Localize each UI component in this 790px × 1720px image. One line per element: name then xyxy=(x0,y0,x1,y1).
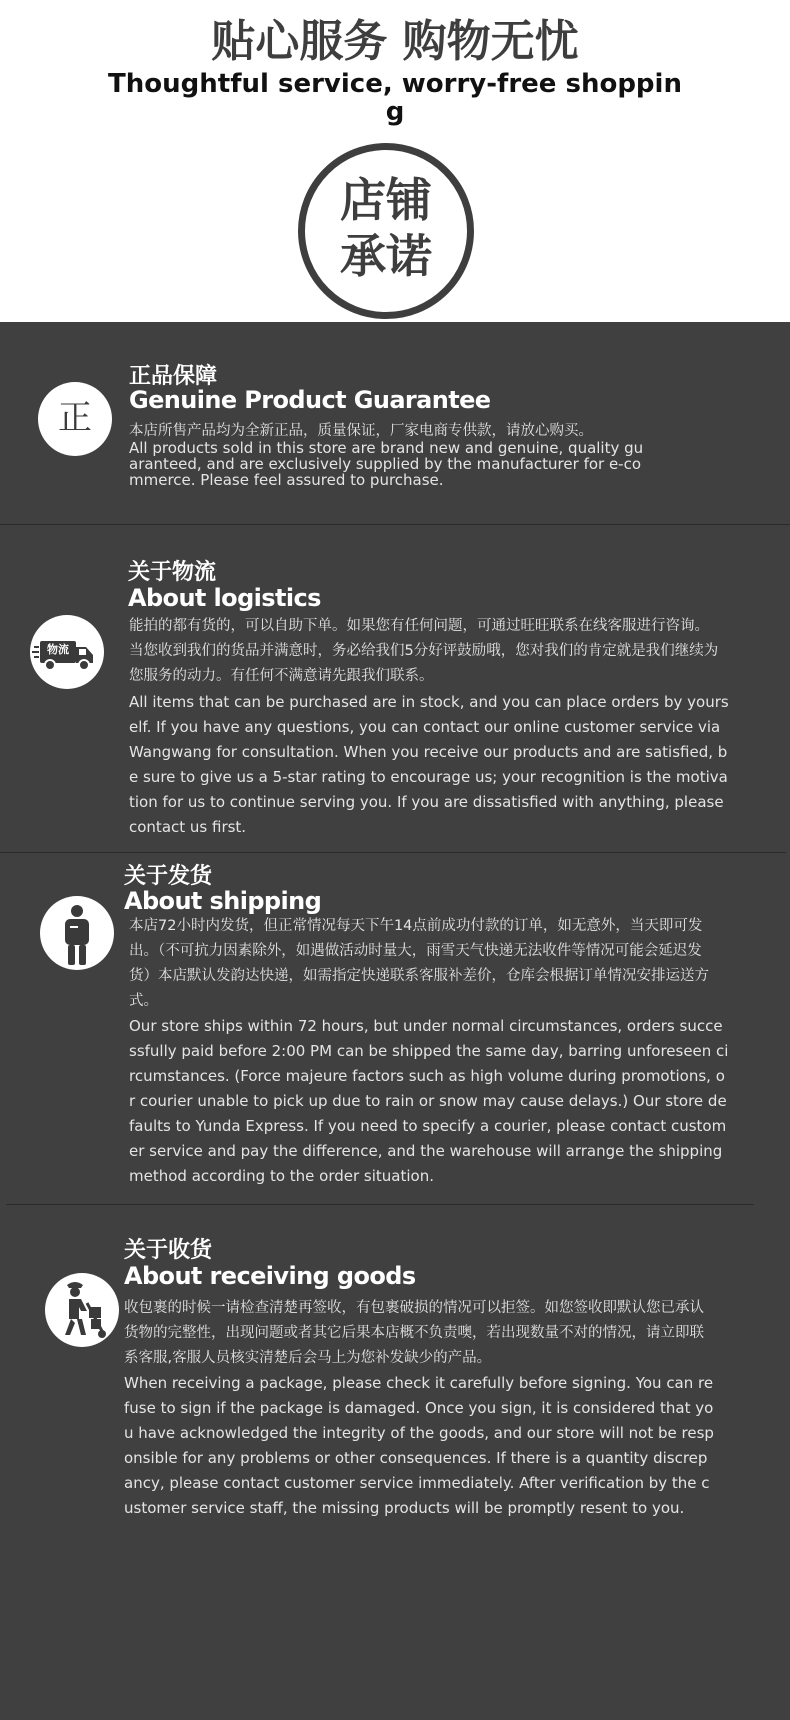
section-logistics-title-cn: 关于物流 xyxy=(128,560,217,585)
section-genuine-title-en: Genuine Product Guarantee xyxy=(129,386,491,414)
hand-truck-svg xyxy=(45,1273,119,1347)
section-receiving-body-en: When receiving a package, please check it carefully before signing. You can refuse to sign if the package is damaged. Once you sign, it is considered that you have acknowledged the integrity of the goods, and our store will not be responsible for any problems or other consequences. If there is a quantity discrepancy, please contact customer service immediately. After verification by the customer service staff, the missing products will be promptly resent to you. xyxy=(124,1374,714,1517)
section-receiving-title-cn: 关于收货 xyxy=(124,1238,213,1263)
section-shipping-body-cn: 本店72小时内发货，但正常情况每天下午14点前成功付款的订单，如无意外，当天即可发出。（不可抗力因素除外，如遇做活动时量大，雨雪天气快递无法收件等情况可能会延迟发货）本店默认发韵达快递，如需指定快递联系客服补差价，仓库会根据订单情况安排运送方式。 xyxy=(129,918,709,1009)
section-divider xyxy=(0,852,786,853)
courier-person-icon xyxy=(40,896,114,970)
section-genuine-body-en: All products sold in this store are brand new and genuine, quality guaranteed, and are exclusively supplied by the manufacturer for e-commerce. Please feel assured to purchase. xyxy=(129,439,644,489)
delivery-truck-icon xyxy=(30,615,104,689)
store-promise-badge xyxy=(298,143,474,319)
section-genuine-body-cn: 本店所售产品均为全新正品，质量保证，厂家电商专供款，请放心购买。 xyxy=(129,423,593,439)
section-logistics-body-en: All items that can be purchased are in stock, and you can place orders by yourself. If you have any questions, you can contact our online customer service via Wangwang for consultation. When you receive our products and are satisfied, be sure to give us a 5-star rating to encourage us; your recognition is the motivation for us to continue serving you. If you are dissatisfied with anything, please contact us first. xyxy=(129,693,729,836)
section-shipping-title-cn: 关于发货 xyxy=(124,864,213,889)
section-receiving-body-cn: 收包裹的时候一请检查清楚再签收，有包裹破损的情况可以拒签。如您签收即默认您已承认货物的完整性，出现问题或者其它后果本店概不负责噢，若出现数量不对的情况，请立即联系客服,客服人员核实清楚后会马上为您补发缺少的产品。 xyxy=(124,1300,704,1366)
hand-truck-delivery-icon xyxy=(45,1273,119,1347)
section-logistics-title-en: About logistics xyxy=(128,584,321,612)
genuine-character-icon xyxy=(38,382,112,456)
section-genuine-title-cn: 正品保障 xyxy=(129,364,218,389)
hero-header xyxy=(0,0,790,322)
section-receiving-title-en: About receiving goods xyxy=(124,1262,416,1290)
badge-line-2: 承诺 xyxy=(340,229,432,283)
hero-title-cn: 贴心服务 购物无忧 xyxy=(211,16,579,67)
section-shipping-body-en: Our store ships within 72 hours, but under normal circumstances, orders successfully paid before 2:00 PM can be shipped the same day, barring unforeseen circumstances. (Force majeure factors such as high volume during promotions, or courier unable to pick up due to rain or snow may cause delays.) Our store defaults to Yunda Express. If you need to specify a courier, please contact customer service and pay the difference, and the warehouse will arrange the shipping method according to the order situation. xyxy=(129,1017,729,1185)
section-divider xyxy=(0,524,790,525)
genuine-glyph: 正 xyxy=(58,398,92,438)
section-divider xyxy=(6,1204,754,1205)
section-logistics-body-cn: 能拍的都有货的，可以自助下单。如果您有任何问题，可通过旺旺联系在线客服进行咨询。当您收到我们的货品并满意时，务必给我们5分好评鼓励哦，您对我们的肯定就是我们继续为您服务的动力。有任何不满意请先跟我们联系。 xyxy=(129,618,719,684)
badge-text xyxy=(305,172,467,284)
section-shipping-title-en: About shipping xyxy=(124,887,322,915)
courier-svg xyxy=(40,896,114,970)
truck-label: 物流 xyxy=(47,643,69,656)
hero-title-en: Thoughtful service, worry-free shopping xyxy=(108,69,682,127)
badge-line-1: 店铺 xyxy=(340,173,432,227)
